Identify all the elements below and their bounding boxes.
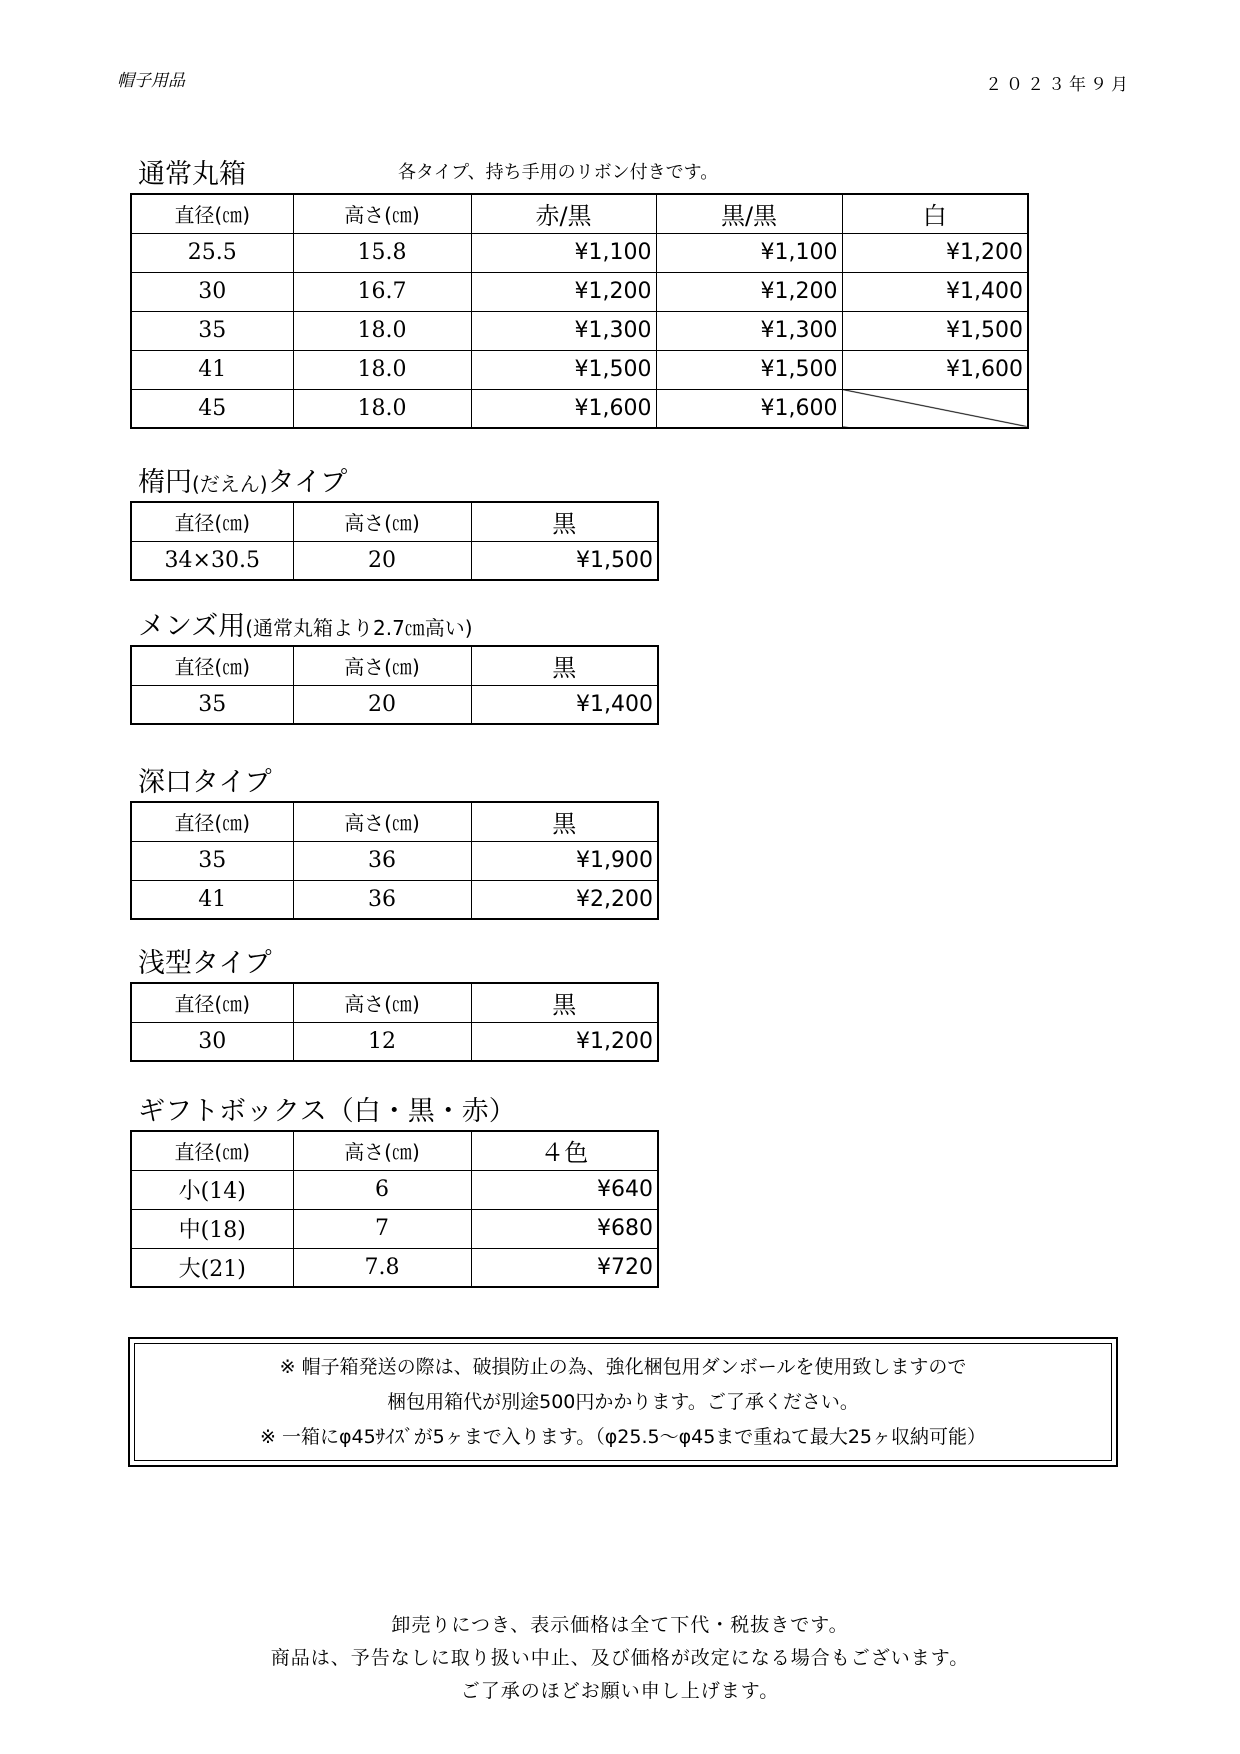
col-diameter: 直径(㎝) — [131, 646, 293, 685]
price-cell: ¥1,200 — [471, 272, 656, 311]
col-height: 高さ(㎝) — [293, 194, 471, 233]
col-diameter: 直径(㎝) — [131, 502, 293, 541]
col-color: 黒/黒 — [656, 194, 842, 233]
deep-box-table — [130, 801, 659, 920]
oval-title-main: 楕円 — [138, 467, 192, 498]
shipping-notice-inner — [134, 1343, 1112, 1461]
height-cell: 7.8 — [293, 1248, 471, 1287]
table-row — [131, 233, 1028, 272]
diameter-cell: 小(14) — [131, 1170, 293, 1209]
price-cell: ¥1,200 — [842, 233, 1028, 272]
price-cell: ¥2,200 — [471, 880, 658, 919]
height-cell: 36 — [293, 880, 471, 919]
diameter-cell: 34×30.5 — [131, 541, 293, 580]
price-cell: ¥1,600 — [656, 389, 842, 428]
table-header — [131, 983, 658, 1022]
col-color: 黒 — [471, 646, 658, 685]
col-height: 高さ(㎝) — [293, 502, 471, 541]
col-diameter: 直径(㎝) — [131, 802, 293, 841]
diameter-cell: 35 — [131, 311, 293, 350]
round-box-table — [130, 193, 1029, 429]
height-cell: 36 — [293, 841, 471, 880]
height-cell: 18.0 — [293, 311, 471, 350]
table-row — [131, 685, 658, 724]
height-cell: 15.8 — [293, 233, 471, 272]
diameter-cell: 大(21) — [131, 1248, 293, 1287]
table-row — [131, 1170, 658, 1209]
mens-title-sub: (通常丸箱より2.7㎝高い) — [245, 616, 473, 640]
price-cell: ¥1,400 — [471, 685, 658, 724]
col-color: 黒 — [471, 502, 658, 541]
category-label: 帽子用品 — [117, 71, 185, 91]
section-title-round: 通常丸箱 — [138, 159, 246, 190]
price-cell: ¥1,500 — [471, 350, 656, 389]
col-color: 黒 — [471, 983, 658, 1022]
diameter-cell: 30 — [131, 1022, 293, 1061]
price-cell: ¥1,300 — [471, 311, 656, 350]
notice-line: ※ 一箱にφ45ｻｲｽﾞが5ヶまで入ります。（φ25.5～φ45まで重ねて最大25ヶ収納可能） — [260, 1425, 986, 1448]
footer-line: ご了承のほどお願い申し上げます。 — [460, 1680, 780, 1702]
not-available-cell — [842, 389, 1028, 428]
height-cell: 20 — [293, 685, 471, 724]
price-cell: ¥640 — [471, 1170, 658, 1209]
shallow-box-table — [130, 982, 659, 1062]
height-cell: 12 — [293, 1022, 471, 1061]
table-header — [131, 502, 658, 541]
mens-title-main: メンズ用 — [138, 611, 246, 642]
diameter-cell: 中(18) — [131, 1209, 293, 1248]
oval-title-tail: タイプ — [267, 467, 348, 498]
diameter-cell: 35 — [131, 841, 293, 880]
col-diameter: 直径(㎝) — [131, 1131, 293, 1170]
diameter-cell: 45 — [131, 389, 293, 428]
price-cell: ¥1,500 — [656, 350, 842, 389]
price-cell: ¥1,500 — [842, 311, 1028, 350]
price-cell: ¥720 — [471, 1248, 658, 1287]
table-row — [131, 389, 1028, 428]
notice-line: 梱包用箱代が別途500円かかります。ご了承ください。 — [387, 1390, 859, 1413]
table-row — [131, 841, 658, 880]
col-color: ４色 — [471, 1131, 658, 1170]
col-height: 高さ(㎝) — [293, 646, 471, 685]
table-row — [131, 880, 658, 919]
price-cell: ¥1,200 — [471, 1022, 658, 1061]
mens-box-table — [130, 645, 659, 725]
price-cell: ¥1,600 — [471, 389, 656, 428]
price-cell: ¥680 — [471, 1209, 658, 1248]
table-row — [131, 1022, 658, 1061]
table-header — [131, 646, 658, 685]
table-row — [131, 350, 1028, 389]
height-cell: 16.7 — [293, 272, 471, 311]
height-cell: 6 — [293, 1170, 471, 1209]
section-title-deep: 深口タイプ — [138, 767, 272, 798]
col-height: 高さ(㎝) — [293, 983, 471, 1022]
price-cell: ¥1,300 — [656, 311, 842, 350]
document-date: ２０２３年９月 — [985, 75, 1132, 95]
price-cell: ¥1,100 — [656, 233, 842, 272]
section-title-shallow: 浅型タイプ — [138, 948, 272, 979]
table-header — [131, 802, 658, 841]
table-row — [131, 311, 1028, 350]
oval-title-reading: (だえん) — [192, 472, 268, 496]
col-color: 赤/黒 — [471, 194, 656, 233]
oval-box-table — [130, 501, 659, 581]
height-cell: 18.0 — [293, 389, 471, 428]
diameter-cell: 41 — [131, 350, 293, 389]
price-cell: ¥1,600 — [842, 350, 1028, 389]
table-row — [131, 272, 1028, 311]
table-row — [131, 1209, 658, 1248]
diameter-cell: 35 — [131, 685, 293, 724]
diameter-cell: 30 — [131, 272, 293, 311]
col-color: 白 — [842, 194, 1028, 233]
price-cell: ¥1,100 — [471, 233, 656, 272]
notice-line: ※ 帽子箱発送の際は、破損防止の為、強化梱包用ダンボールを使用致しますので — [279, 1355, 967, 1378]
round-note: 各タイプ、持ち手用のリボン付きです。 — [398, 162, 719, 183]
gift-box-table — [130, 1130, 659, 1288]
price-cell: ¥1,400 — [842, 272, 1028, 311]
height-cell: 20 — [293, 541, 471, 580]
table-row — [131, 541, 658, 580]
col-diameter: 直径(㎝) — [131, 194, 293, 233]
col-diameter: 直径(㎝) — [131, 983, 293, 1022]
section-title-mens — [138, 604, 473, 643]
table-header — [131, 1131, 658, 1170]
shipping-notice-box — [128, 1337, 1118, 1467]
table-header — [131, 194, 1028, 233]
col-color: 黒 — [471, 802, 658, 841]
section-title-gift: ギフトボックス（白・黒・赤） — [138, 1096, 516, 1127]
footer-line: 商品は、予告なしに取り扱い中止、及び価格が改定になる場合もございます。 — [270, 1647, 970, 1669]
diameter-cell: 41 — [131, 880, 293, 919]
footer-line: 卸売りにつき、表示価格は全て下代・税抜きです。 — [391, 1614, 849, 1636]
col-height: 高さ(㎝) — [293, 802, 471, 841]
table-row — [131, 1248, 658, 1287]
col-height: 高さ(㎝) — [293, 1131, 471, 1170]
price-cell: ¥1,500 — [471, 541, 658, 580]
height-cell: 18.0 — [293, 350, 471, 389]
height-cell: 7 — [293, 1209, 471, 1248]
section-title-oval — [138, 460, 347, 499]
price-cell: ¥1,200 — [656, 272, 842, 311]
price-cell: ¥1,900 — [471, 841, 658, 880]
diameter-cell: 25.5 — [131, 233, 293, 272]
